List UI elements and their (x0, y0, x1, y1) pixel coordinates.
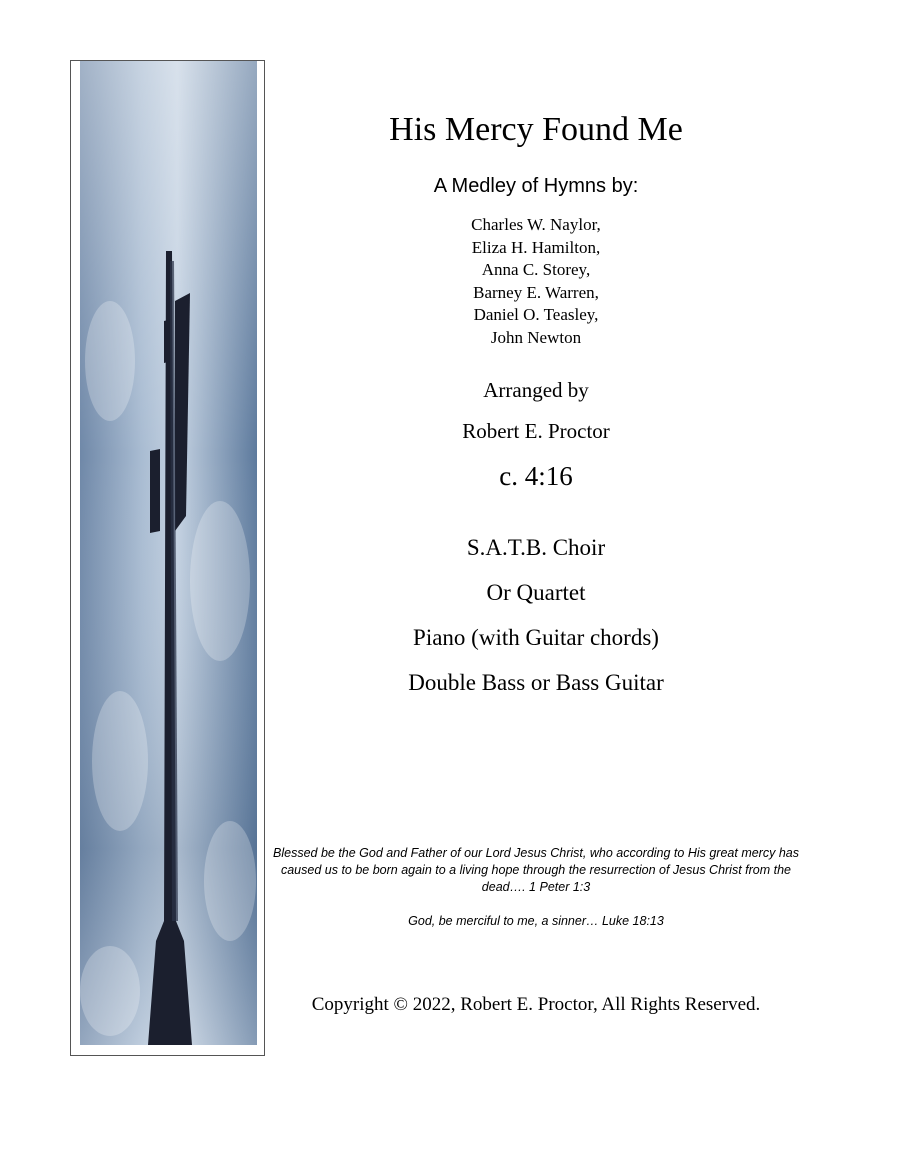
scripture-quote-peter: Blessed be the God and Father of our Lord Jesus Christ, who according to His great mercy has caused us to be born again to a living hope through the resurrection of Jesus Christ from the dead…. 1 Peter 1:3 (273, 846, 799, 894)
scripture-quote-luke: God, be merciful to me, a sinner… Luke 18:13 (408, 914, 664, 928)
duration: c. 4:16 (499, 461, 573, 491)
arranged-by-label: Arranged by (483, 378, 589, 402)
composer-name: Anna C. Storey, (481, 260, 591, 279)
arranger-name: Robert E. Proctor (462, 419, 610, 443)
copyright-notice: Copyright © 2022, Robert E. Proctor, All Rights Reserved. (311, 994, 761, 1015)
composer-name: Charles W. Naylor, (471, 215, 601, 234)
composer-list (286, 214, 786, 349)
cover-photo-frame (70, 60, 265, 1056)
composer-name: John Newton (490, 327, 582, 347)
piece-title: His Mercy Found Me (389, 111, 683, 148)
instrumentation-item: Or Quartet (486, 580, 586, 605)
instrumentation-list (286, 533, 786, 713)
instrumentation-item: S.A.T.B. Choir (466, 535, 606, 560)
instrumentation-item: Piano (with Guitar chords) (413, 625, 659, 650)
composer-name: Eliza H. Hamilton, (471, 237, 601, 257)
piece-subtitle: A Medley of Hymns by: (433, 175, 639, 197)
cross-sky-image (80, 61, 257, 1045)
composer-name: Daniel O. Teasley, (473, 305, 599, 324)
instrumentation-item: Double Bass or Bass Guitar (408, 670, 664, 695)
composer-name: Barney E. Warren, (473, 282, 599, 302)
cross-sky-illustration (80, 61, 257, 1045)
